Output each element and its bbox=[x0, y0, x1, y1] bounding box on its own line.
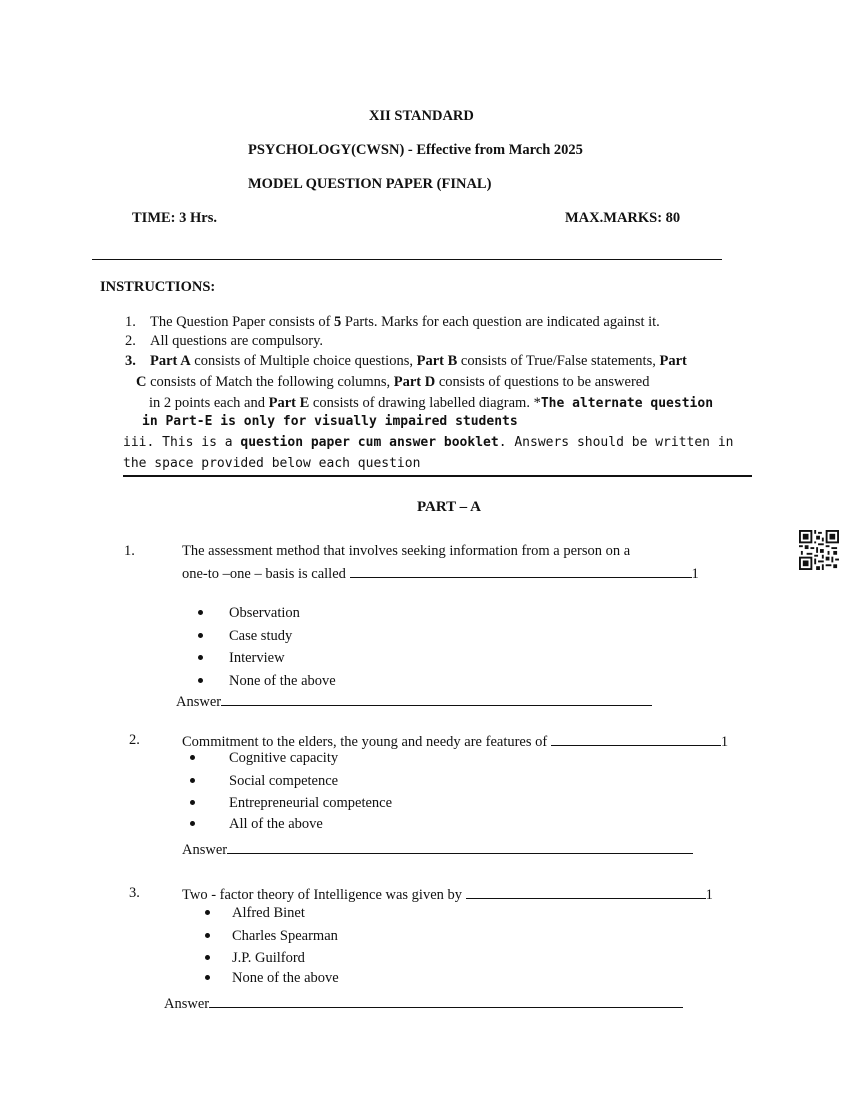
question-1-option: Case study bbox=[198, 628, 292, 645]
instruction-3-line-4: in Part-E is only for visually impaired students bbox=[142, 414, 518, 429]
time-label: TIME: 3 Hrs. bbox=[132, 210, 217, 226]
instruction-2-number: 2. bbox=[125, 333, 136, 349]
question-1-option: Interview bbox=[198, 650, 285, 667]
question-1-number: 1. bbox=[124, 543, 135, 559]
instruction-1: The Question Paper consists of 5 Parts. Marks for each question are indicated against it. bbox=[150, 314, 660, 330]
question-3-number: 3. bbox=[129, 885, 140, 901]
question-2-blank bbox=[551, 732, 721, 746]
question-2-option: Cognitive capacity bbox=[190, 750, 338, 767]
question-2-answer[interactable]: Answer bbox=[182, 840, 693, 859]
question-3-option: Alfred Binet bbox=[205, 905, 305, 922]
bullet-icon bbox=[190, 821, 195, 826]
instruction-3-line-2: C consists of Match the following columns, Part D consists of questions to be answered bbox=[136, 374, 650, 390]
instruction-3-line-1: Part A consists of Multiple choice questions, Part B consists of True/False statements, Part bbox=[150, 353, 687, 369]
answer-line[interactable] bbox=[221, 692, 652, 706]
question-1-text: The assessment method that involves seeking information from a person on a bbox=[182, 543, 631, 559]
question-2-option: All of the above bbox=[190, 816, 323, 833]
bullet-icon bbox=[198, 633, 203, 638]
question-2-option: Entrepreneurial competence bbox=[190, 795, 392, 812]
instruction-3-number: 3. bbox=[125, 353, 136, 369]
bullet-icon bbox=[198, 678, 203, 683]
bullet-icon bbox=[190, 800, 195, 805]
instruction-4-line-2: the space provided below each question bbox=[123, 456, 421, 471]
question-3-blank bbox=[466, 885, 706, 899]
question-1-option: Observation bbox=[198, 605, 300, 622]
bullet-icon bbox=[198, 610, 203, 615]
bullet-icon bbox=[190, 755, 195, 760]
question-3-marks: 1 bbox=[705, 887, 713, 903]
bullet-icon bbox=[190, 778, 195, 783]
question-2-number: 2. bbox=[129, 732, 140, 748]
bullet-icon bbox=[198, 655, 203, 660]
instructions-divider bbox=[123, 475, 752, 477]
instruction-2: All questions are compulsory. bbox=[150, 333, 324, 349]
instruction-4-line-1: iii. This is a question paper cum answer booklet. Answers should be written in bbox=[123, 435, 734, 450]
instructions-heading: INSTRUCTIONS: bbox=[100, 279, 216, 295]
bullet-icon bbox=[205, 955, 210, 960]
subject-heading: PSYCHOLOGY(CWSN) - Effective from March 2025 bbox=[248, 142, 583, 158]
answer-line[interactable] bbox=[227, 840, 693, 854]
question-1-answer[interactable]: Answer bbox=[176, 692, 652, 711]
standard-heading: XII STANDARD bbox=[369, 108, 474, 124]
question-3-option: None of the above bbox=[205, 970, 339, 987]
bullet-icon bbox=[205, 910, 210, 915]
question-1-blank bbox=[350, 564, 692, 578]
max-marks-label: MAX.MARKS: 80 bbox=[565, 210, 681, 226]
question-3-answer[interactable]: Answer bbox=[164, 994, 683, 1013]
instruction-3-line-3: in 2 points each and Part E consists of drawing labelled diagram. *The alternate question bbox=[149, 395, 714, 411]
bullet-icon bbox=[205, 933, 210, 938]
question-2-text: Commitment to the elders, the young and needy are features of 1 bbox=[182, 734, 729, 750]
question-3-option: J.P. Guilford bbox=[205, 950, 305, 967]
part-a-title: PART – A bbox=[417, 499, 481, 515]
header-divider bbox=[92, 259, 722, 260]
question-2-option: Social competence bbox=[190, 773, 338, 790]
question-3-option: Charles Spearman bbox=[205, 928, 338, 945]
question-1-option: None of the above bbox=[198, 673, 336, 690]
instruction-1-number: 1. bbox=[125, 314, 136, 330]
question-1-text-line-2: one-to –one – basis is called 1 bbox=[182, 566, 699, 582]
question-2-marks: 1 bbox=[720, 734, 729, 750]
question-1-marks: 1 bbox=[691, 566, 699, 582]
paper-title: MODEL QUESTION PAPER (FINAL) bbox=[248, 176, 492, 192]
answer-line[interactable] bbox=[209, 994, 683, 1008]
question-3-text: Two - factor theory of Intelligence was given by 1 bbox=[182, 887, 713, 903]
bullet-icon bbox=[205, 975, 210, 980]
qr-code-icon bbox=[799, 530, 839, 570]
